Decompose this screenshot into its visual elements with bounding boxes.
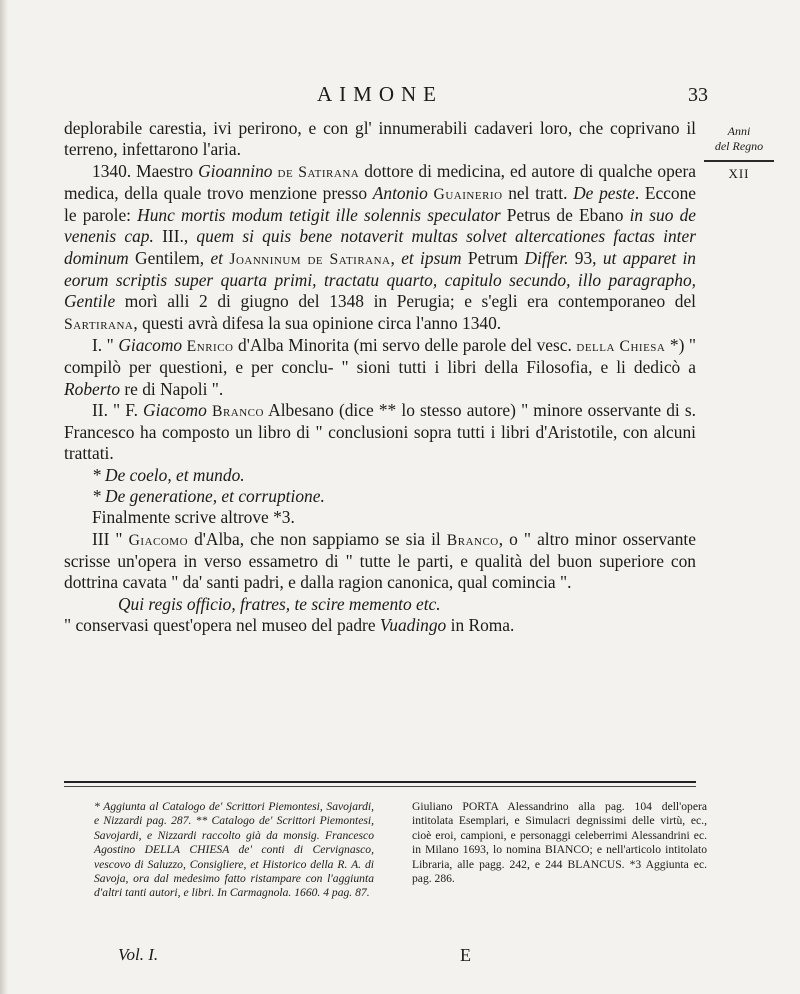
- text-run: II. " F.: [92, 399, 144, 420]
- surname-smallcaps: della Chiesa: [576, 337, 666, 355]
- signature-mark: E: [460, 945, 471, 965]
- text-run: in Roma.: [446, 614, 515, 635]
- paragraph-enrico: [64, 335, 696, 400]
- latin-quote: Differ.: [524, 247, 569, 268]
- surname-smallcaps: Guainerio: [427, 185, 503, 203]
- footnote-rule-thin: [64, 786, 696, 787]
- text-run: Albesano (dice ** lo stesso autore) " minore osservante di s. Francesco ha composto un libro di " conclusioni sopra tutti i libri d'Aristotile, con alcuni trattati.: [64, 399, 696, 464]
- margin-label-line1: Anni: [727, 124, 751, 138]
- text-run: , o " altro minor osservante scrisse un'opera in verso essametro di " tutte le parti, e qualità del buon superiore con dottrina cavata " da' santi padri, e dalla ragion canonica, qual comincia ".: [64, 528, 696, 593]
- running-head: AIMONE: [317, 82, 443, 106]
- person-name: Gentile: [64, 291, 116, 312]
- text-run: . Eccone le parole:: [64, 182, 696, 226]
- text-run: dottore di medicina, ed autore di qualche opera medica, della quale trovo menzione presso: [64, 160, 696, 203]
- footnote-rule-thick: [64, 781, 696, 783]
- paragraph-famine: deplorabile carestia, ivi perirono, e con gl' innumerabili cadaveri loro, che coprivano il terreno, infettarono l'aria.: [64, 118, 696, 160]
- margin-rule: [704, 160, 774, 162]
- paragraph-satirana: [64, 161, 696, 335]
- verse-incipit: Qui regis officio, fratres, te scire memento etc.: [118, 593, 441, 614]
- footnote-right: Giuliano PORTA Alessandrino alla pag. 104 dell'opera intitolata Esemplari, e Simulacri degnissimi delle virtù, ec., cioè eroi, campioni, e personaggi celeberrimi Alessandrini ec. in Milano 1693, lo nomina BIANCO; e nell'articolo intitolato Libraria, alle pagg. 242, e 244 BLANCUS. *3 Aggiunta ec. pag. 286.: [412, 800, 707, 886]
- latin-quote: Hunc mortis modum tetigit ille solennis speculator: [137, 205, 501, 226]
- work-title: De peste: [573, 182, 635, 203]
- main-text: [64, 118, 696, 636]
- person-name: Roberto: [64, 378, 121, 399]
- text-run: III ": [92, 528, 129, 549]
- footnote-column-right: [412, 800, 707, 886]
- footnote-left: * Aggiunta al Catalogo de' Scrittori Piemontesi, Savojardi, e Nizzardi pag. 287. ** Catalogo de' Scrittori Piemontesi, Savojardi, e Nizzardi raccolto già da monsig. Francesco Agostino DELLA CHIESA de' conti di Cervignasco, vescovo di Saluzzo, Consigliere, et Historico della R. A. di Savoja, ora dal medesimo fatto ristampare con l'aggiunta d'altri tanti autori, e libri. In Carmagnola. 1660. 4 pag. 87.: [94, 800, 374, 900]
- text-run: morì alli 2 di giugno del 1348 in Perugia; e s'egli era contemporaneo del: [115, 291, 696, 312]
- text-run: d'Alba, che non sappiamo se sia il: [188, 528, 447, 549]
- treatise-generatione: * De generatione, et corruptione.: [92, 486, 325, 507]
- paragraph-finalmente: Finalmente scrive altrove *3.: [92, 507, 295, 528]
- text-run: 1340. Maestro: [92, 160, 199, 181]
- text-run: I. ": [92, 334, 119, 355]
- latin-quote: et ipsum: [401, 247, 462, 268]
- paragraph-vuadingo: [64, 615, 696, 636]
- person-name: Vuadingo: [379, 614, 447, 635]
- text-run: Petrus de Ebano: [500, 205, 630, 226]
- text-run: *) " compilò per questioni, e per conclu- " sioni tutti i libri della Filosofia, e li dedicò a: [64, 334, 697, 378]
- text-run: Petrum: [461, 247, 525, 268]
- text-run: nel tratt.: [502, 182, 574, 203]
- surname-smallcaps: Enrico: [182, 337, 234, 355]
- page-header: [60, 78, 708, 112]
- person-name: Giacomo: [143, 399, 207, 420]
- text-run: 93,: [568, 247, 603, 268]
- text-run: d'Alba Minorita (mi servo delle parole del vesc.: [233, 334, 577, 355]
- paragraph-giacomo-alba: [64, 529, 696, 594]
- text-run: Gentilem,: [128, 247, 211, 268]
- text-run: III.,: [153, 226, 197, 247]
- surname-smallcaps: Branco: [206, 402, 264, 420]
- surname-smallcaps: Branco: [446, 531, 499, 549]
- text-run: " conservasi quest'opera nel museo del padre: [64, 614, 380, 635]
- text-run: ,: [390, 247, 402, 268]
- person-name: Giacomo: [118, 334, 183, 355]
- latin-quote: ut apparet in eorum scriptis super quarta primi, tractatu quarto, capitulo secundo, illo paragrapho,: [64, 247, 697, 291]
- surname-smallcaps: Sartirana: [64, 315, 134, 333]
- latin-quote: et: [210, 247, 223, 268]
- latin-quote: in suo de venenis cap.: [64, 205, 697, 247]
- treatise-coelo: * De coelo, et mundo.: [92, 464, 245, 485]
- surname-smallcaps: Giacomo: [128, 531, 189, 549]
- text-run: re di Napoli ".: [120, 378, 224, 399]
- page-edge-shadow: [0, 0, 8, 994]
- regnal-number: XII: [728, 166, 750, 181]
- volume-signature: Vol. I.: [118, 945, 159, 964]
- latin-quote: quem si quis bene notaverit multas solvet altercationes factas inter dominum: [64, 226, 696, 268]
- person-name: Antonio: [372, 182, 428, 203]
- paragraph-branco: [64, 400, 696, 465]
- margin-label-line2: del Regno: [714, 139, 764, 153]
- page-number: 33: [688, 84, 708, 106]
- footnote-column-left: [94, 800, 374, 901]
- person-name: Gioannino: [198, 160, 273, 181]
- text-run: , questi avrà difesa la sua opinione circa l'anno 1340.: [133, 312, 502, 333]
- surname-smallcaps: de Satirana: [272, 163, 360, 181]
- margin-note: [702, 124, 776, 181]
- surname-smallcaps: Joanninum de Satirana: [223, 250, 391, 268]
